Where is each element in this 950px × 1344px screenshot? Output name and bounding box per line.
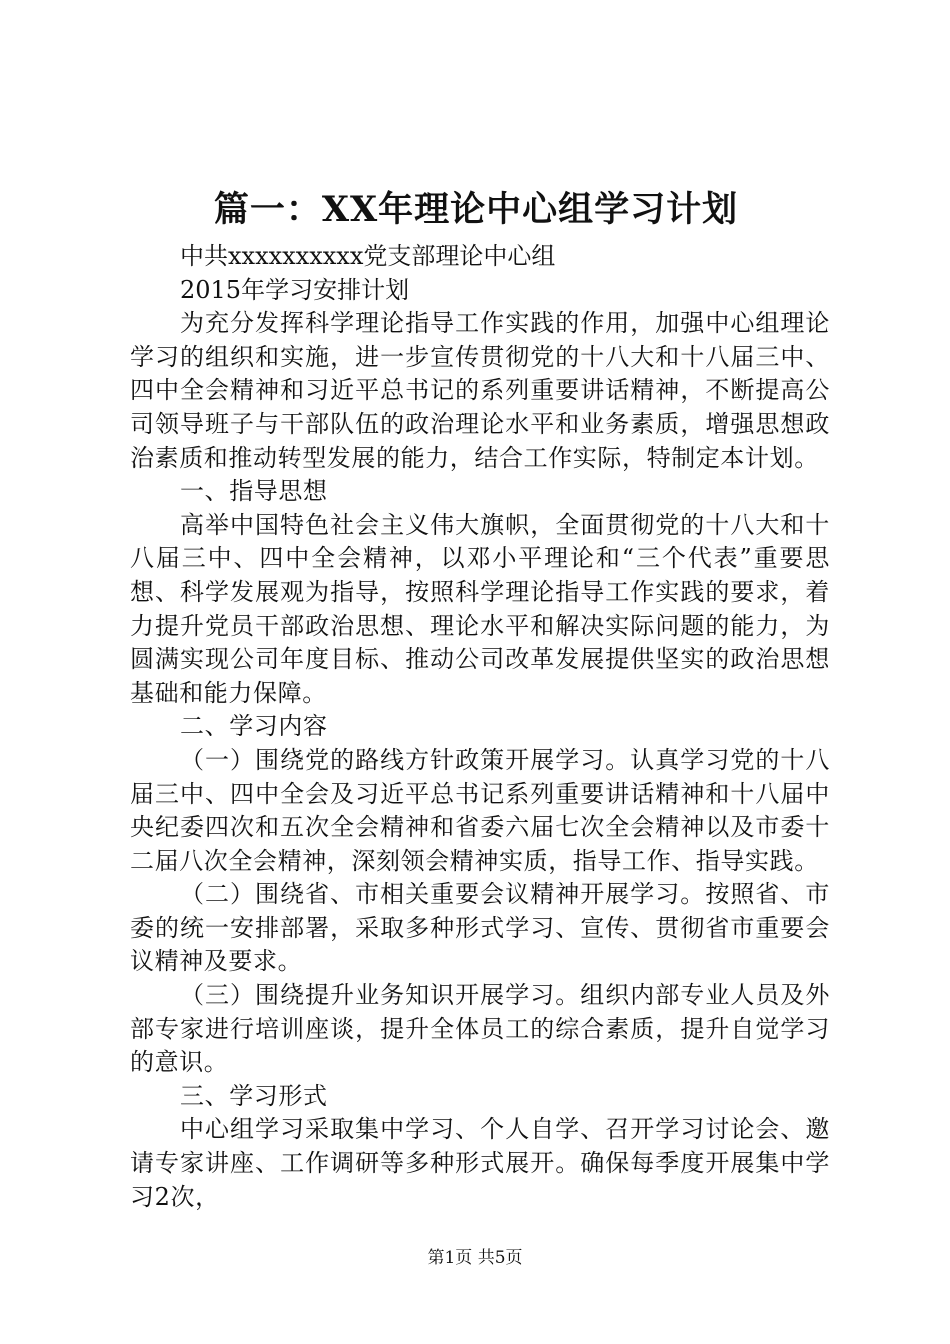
study-content-item-3: （三）围绕提升业务知识开展学习。组织内部专业人员及外部专家进行培训座谈，提升全体员工的综合素质，提升自觉学习的意识。: [130, 981, 830, 1077]
document-title: 篇一：XX年理论中心组学习计划: [213, 189, 739, 230]
intro-paragraph: 为充分发挥科学理论指导工作实践的作用，加强中心组理论学习的组织和实施，进一步宣传贯彻党的十八大和十八届三中、四中全会精神和习近平总书记的系列重要讲话精神，不断提高公司领导班子与干部队伍的政治理论水平和业务素质，增强思想政治素质和推动转型发展的能力，结合工作实际，特制定本计划。: [130, 309, 830, 472]
section-heading-guiding-thought: 一、指导思想: [180, 477, 328, 506]
document-page: [130, 180, 830, 1214]
study-form-paragraph: 中心组学习采取集中学习、个人自学、召开学习讨论会、邀请专家讲座、工作调研等多种形式展开。确保每季度开展集中学习2次，: [130, 1115, 830, 1211]
section-heading-study-content: 二、学习内容: [180, 712, 328, 741]
org-line: 中共xxxxxxxxxx党支部理论中心组: [180, 242, 556, 270]
plan-line: 2015年学习安排计划: [180, 275, 410, 304]
section-heading-study-form: 三、学习形式: [180, 1081, 328, 1110]
study-content-item-1: （一）围绕党的路线方针政策开展学习。认真学习党的十八届三中、四中全会及习近平总书记系列重要讲话精神和十八届中央纪委四次和五次全会精神和省委六届七次全会精神以及市委十二届八次全会精神，深刻领会精神实质，指导工作、指导实践。: [130, 745, 830, 875]
page-footer: 第1页 共5页: [427, 1248, 523, 1268]
guiding-thought-paragraph: 高举中国特色社会主义伟大旗帜，全面贯彻党的十八大和十八届三中、四中全会精神，以邓小平理论和“三个代表”重要思想、科学发展观为指导，按照科学理论指导工作实践的要求，着力提升党员干部政治思想、理论水平和解决实际问题的能力，为圆满实现公司年度目标、推动公司改革发展提供坚实的政治思想基础和能力保障。: [130, 510, 830, 707]
study-content-item-2: （二）围绕省、市相关重要会议精神开展学习。按照省、市委的统一安排部署，采取多种形式学习、宣传、贯彻省市重要会议精神及要求。: [130, 880, 830, 976]
